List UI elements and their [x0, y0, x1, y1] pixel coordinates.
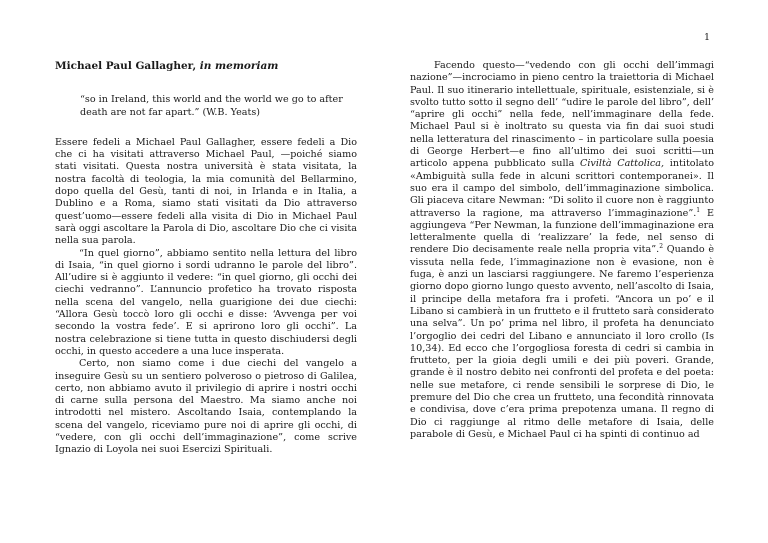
paragraph-4-part-4: Quando è vissuta nella fede, l’immaginazione non è evasione, non è fuga, è anzi un lasciarsi raggiungere. Ne faremo l’esperienza giorno dopo giorno lungo questo avvento, nell’ascolto di Isaia, il principe della metafora fra i profeti. “Ancora un po’ e il Libano si cambierà in un frutteto e il frutteto sarà considerato una selva”. Un po’ prima nel libro, il profeta ha denunciato l’orgoglio dei cedri del Libano e annunciato il loro crollo (Is 10,34). Ed ecco che l’orgogliosa foresta di cedri si cambia in frutteto, per la gioia degli umili e dei più poveri. Grande, grande è il nostro debito nei confronti del profeta e del poeta: nelle sue metafore, ci rende sensibili le sorprese di Dio, le premure del Dio che crea un frutteto, una fecondità rinnovata e condivisa, dove c’era prima prepotenza umana. Il regno di Dio ci raggiunge al ritmo delle metafore di Isaia, delle parabole di Gesù, e Michael Paul ci ha spinti di continuo ad — [410, 244, 714, 440]
left-column — [55, 60, 357, 457]
paragraph-1: Essere fedeli a Michael Paul Gallagher, essere fedeli a Dio che ci ha visitati attraverso Michael Paul, —poiché siamo stati visitati. Questa nostra università è stata visitata, la nostra facoltà di teologia, la mia comunità del Bellarmino, dopo quella del Gesù, tanti di noi, in Irlanda e in Italia, a Dublino e a Roma, siamo stati visitati da Dio attraverso quest’uomo—essere fedeli alla visita di Dio in Michael Paul sarà oggi ascoltare la Parola di Dio, ascoltare Dio che ci visita nella sua parola. — [55, 136, 357, 247]
right-column — [410, 60, 714, 441]
article-title — [55, 60, 357, 72]
paragraph-2: “In quel giorno”, abbiamo sentito nella lettura del libro di Isaia, “in quel giorno i sordi udranno le parole del libro”. All’udire si è aggiunto il vedere: “in quel giorno, gli occhi dei ciechi vedranno”. L’annuncio profetico ha trovato risposta nella scena del vangelo, nella guarigione dei due ciechi: “Allora Gesù toccò loro gli occhi e disse: ‘Avvenga per voi secondo la vostra fede’. E si aprirono loro gli occhi”. La nostra celebrazione si tiene tutta in questo dischiudersi degli occhi, in questo accedere a una luce insperata. — [55, 247, 357, 357]
paragraph-4-part-3: E aggiungeva “Per Newman, la funzione dell’immaginazione era letteralmente quella di ‘realizzare’ la fede, nel senso di rendere Dio decisamente reale nella propria vita”. — [410, 207, 714, 256]
footnote-ref-1: 1 — [696, 206, 701, 214]
paragraph-3: Certo, non siamo come i due ciechi del vangelo a inseguire Gesù su un sentiero polveroso o pietroso di Galilea, certo, non abbiamo avuto il privilegio di aprire i nostri occhi di carne sulla persona del Maestro. Ma siamo anche noi introdotti nel mistero. Ascoltando Isaia, contemplando la scena del vangelo, riceviamo pure noi di aprire gli occhi, di “vedere, con gli occhi dell’immaginazione”, come scrive Ignazio di Loyola nei suoi Esercizi Spirituali. — [55, 358, 357, 456]
footnote-ref-2: 2 — [659, 243, 664, 251]
paragraph-4 — [410, 60, 714, 441]
paragraph-4-part-2: intitolato «Ambiguità sulla fede in alcuni scrittori contemporanei». Il suo era il campo del simbolo, dell’immaginazione simbolica. Gli piaceva citare Newman: “Di solito il cuore non è raggiunto attraverso la ragione, ma attraverso l’immaginazione”. — [410, 158, 714, 219]
epigraph-quote: “so in Ireland, this world and the world we go to after death are not far apart.” (W.B. Yeats) — [80, 94, 343, 118]
journal-name: Civiltà Cattolica, — [580, 158, 665, 170]
page-number: 1 — [703, 32, 710, 43]
paragraph-4-part-1: Facendo questo—“vedendo con gli occhi dell’immagi nazione”—incrociamo in pieno centro la traiettoria di Michael Paul. Il suo itinerario intellettuale, spirituale, esistenziale, si è svolto tutto sotto il segno dell’ “udire le parole del libro”, dell’ “aprire gli occhi” nella fede, nell’immaginare della fede. Michael Paul si è inoltrato su questa via fin dai suoi studi nella letteratura del rinascimento – in particolare sulla poesia di George Herbert—e fino all’ultimo dei suoi scritti—un articolo appena pubblicato sulla — [410, 60, 714, 170]
title-italic: in memoriam — [199, 60, 279, 72]
title-name: Michael Paul Gallagher, — [55, 60, 200, 72]
